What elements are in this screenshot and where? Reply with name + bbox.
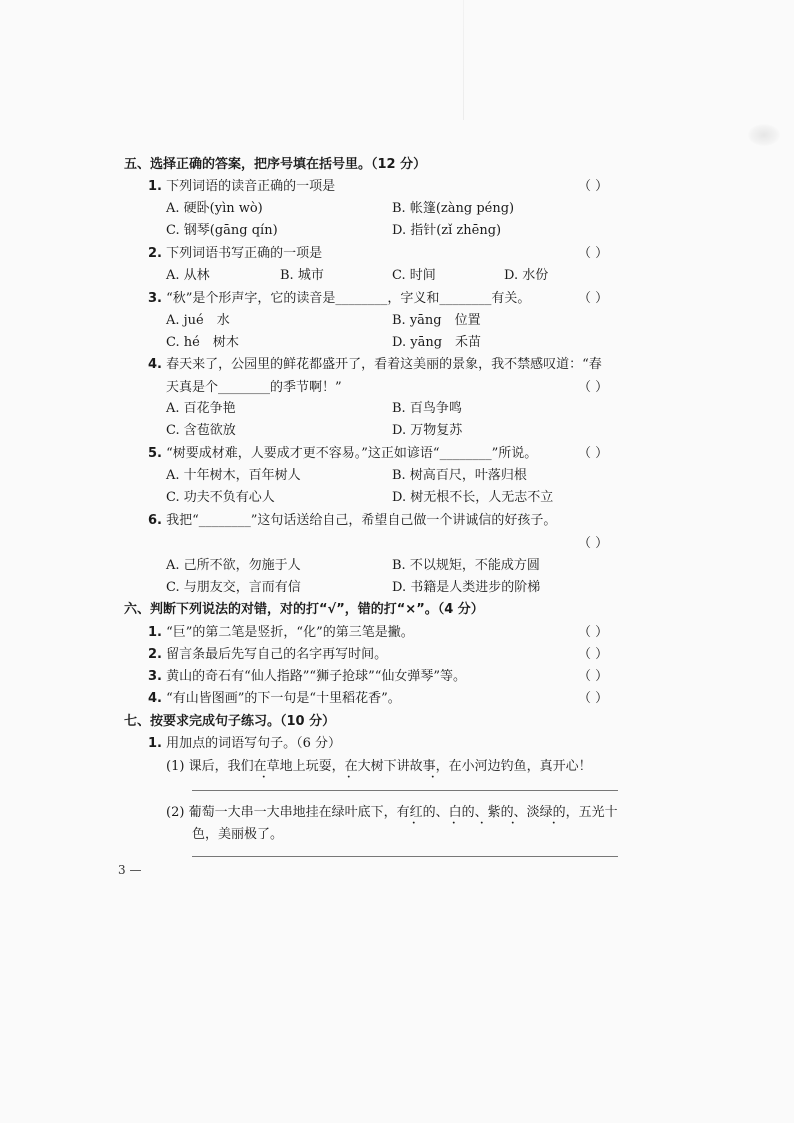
q7-1-number: 1. (148, 736, 162, 751)
judge-item (148, 646, 387, 664)
judge-item-2-paren[interactable]: （ ） (578, 647, 609, 662)
q5-1-option-b: B. 帐篷(zàng péng) (392, 201, 515, 216)
q5-4-option-a: A. 百花争艳 (166, 401, 236, 416)
q5-5 (148, 445, 537, 463)
q5-2-option-b: B. 城市 (280, 268, 324, 283)
q5-2-option-c: C. 时间 (392, 268, 436, 283)
q5-1-option-a: A. 硬卧(yìn wò) (166, 201, 263, 216)
q5-3-option-c: C. hé 树木 (166, 335, 239, 350)
sentence-text-line1: 葡萄一大串一大串地挂在绿叶底下，有红的、白的、紫的、淡绿的，五光十 (188, 805, 618, 820)
sentence-label: (2) (166, 805, 185, 820)
q5-6-text: 我把“________”这句话送给自己，希望自己做一个讲诚信的好孩子。 (166, 513, 557, 528)
q5-5-option-c: C. 功夫不负有心人 (166, 490, 275, 505)
scan-artifact-line (463, 0, 464, 120)
q5-4-text-line2: 天真是个________的季节啊！” (166, 380, 342, 395)
scan-smudge (748, 124, 780, 146)
q5-3-answer-paren[interactable]: （ ） (578, 291, 609, 306)
q5-6-answer-paren[interactable]: （ ） (578, 536, 609, 551)
judge-item (148, 690, 401, 708)
judge-item-4-paren[interactable]: （ ） (578, 691, 609, 706)
q5-6-option-b: B. 不以规矩，不能成方圆 (392, 558, 540, 573)
q5-5-option-a: A. 十年树木，百年树人 (166, 468, 301, 483)
q5-6 (148, 512, 556, 530)
answer-line-2[interactable] (192, 856, 618, 857)
q5-1-option-c: C. 钢琴(gāng qín) (166, 223, 278, 238)
judge-item-text: “巨”的第二笔是竖折，“化”的第三笔是撇。 (166, 625, 414, 640)
q5-2-text: 下列词语书写正确的一项是 (166, 246, 323, 261)
q5-4-option-c: C. 含苞欲放 (166, 423, 236, 438)
q5-3-number: 3. (148, 291, 162, 306)
q5-1-text: 下列词语的读音正确的一项是 (166, 179, 336, 194)
q5-6-option-a: A. 己所不欲，勿施于人 (166, 558, 301, 573)
judge-item-number: 4. (148, 691, 162, 706)
page-number: 3 — (118, 863, 142, 877)
q5-4-number: 4. (148, 357, 162, 372)
q5-5-option-b: B. 树高百尺，叶落归根 (392, 468, 527, 483)
judge-item-3-paren[interactable]: （ ） (578, 669, 609, 684)
q5-4-option-b: B. 百鸟争鸣 (392, 401, 462, 416)
q5-6-number: 6. (148, 513, 162, 528)
q5-5-answer-paren[interactable]: （ ） (578, 446, 609, 461)
sentence-text: 课后，我们在草地上玩耍，在大树下讲故事，在小河边钓鱼，真开心！ (188, 759, 592, 774)
q5-5-number: 5. (148, 446, 162, 461)
section-5-heading: 五、选择正确的答案，把序号填在括号里。（12 分） (124, 157, 427, 172)
sentence-label: (1) (166, 759, 185, 774)
answer-line-1[interactable] (192, 790, 618, 791)
q5-1 (148, 178, 335, 196)
q5-4-option-d: D. 万物复苏 (392, 423, 463, 438)
judge-item (148, 668, 466, 686)
q5-5-text: “树要成材难，人要成才更不容易。”这正如谚语“________”所说。 (166, 446, 538, 461)
q5-4 (148, 356, 602, 374)
q7-1-text: 用加点的词语写句子。（6 分） (166, 736, 342, 751)
q5-2 (148, 245, 322, 263)
q5-3-option-a: A. jué 水 (166, 313, 230, 328)
exam-page: 五、选择正确的答案，把序号填在括号里。（12 分） 1. 下列词语的读音正确的一项是 （ ） A. 硬卧(yìn wò) B. 帐篷(zàng péng) C. 钢琴(gāng qín) D. 指针(zǐ zhēng) 2. 下列词语书写正确的一项是 （ ） A. 从林 B. 城市 C. 时间 D. 水份 3. “秋”是个形声字，它的读音是________，字义和________有关。 （ ） A. jué 水 B. yāng 位置 C. hé 树木 D. yāng 禾苗 4. 春天来了，公园里的鲜花都盛开了，看着这美丽的景象，我不禁感叹道：“春 天真是个________的季节啊！” （ ） A. 百花争艳 B. 百鸟争鸣 C. 含苞欲放 D. 万物复苏 5. “树要成材难，人要成才更不容易。”这正如谚语“________”所说。 （ ） A. 十年树木，百年树人 B. 树高百尺，叶落归根 C. 功夫不负有心人 D. 树无根不长，人无志不立 6. 我把“________”这句话送给自己，希望自己做一个讲诚信的好孩子。 （ ） A. 己所不欲，勿施于人 B. 不以规矩，不能成方圆 C. 与朋友交，言而有信 D. 书籍是人类进步的阶梯 六、判断下列说法的对错，对的打“√”，错的打“×”。（4 分） 1. “巨”的第二笔是竖折，“化”的第三笔是撇。 （ ） 2. 留言条最后先写自己的名字再写时间。 （ ） 3. 黄山的奇石有“仙人指路”“狮子抢球”“仙女弹琴”等。 （ ） 4. “有山皆图画”的下一句是“十里稻花香”。 （ ） 七、按要求完成句子练习。（10 分） 1. 用加点的词语写句子。（6 分） (1) 课后，我们在草地上玩耍，在大树下讲故事，在小河边钓鱼，真开心！ (2) 葡萄一大串一大串地挂在绿叶底下，有红的、白的、紫的、淡绿的，五光十 色，美丽极了。 · · · · · · · · 3 — (0, 0, 794, 1123)
q5-6-option-c: C. 与朋友交，言而有信 (166, 580, 301, 595)
q5-2-option-d: D. 水份 (504, 268, 549, 283)
judge-item-text: “有山皆图画”的下一句是“十里稻花香”。 (166, 691, 401, 706)
judge-item-number: 2. (148, 647, 162, 662)
judge-item-text: 黄山的奇石有“仙人指路”“狮子抢球”“仙女弹琴”等。 (166, 669, 467, 684)
sentence-text-line2: 色，美丽极了。 (192, 827, 284, 842)
judge-item (148, 624, 414, 642)
q5-3 (148, 290, 530, 308)
q5-2-option-a: A. 从林 (166, 268, 210, 283)
q5-3-text: “秋”是个形声字，它的读音是________，字义和________有关。 (166, 291, 531, 306)
q5-3-option-b: B. yāng 位置 (392, 313, 481, 328)
q5-4-answer-paren[interactable]: （ ） (578, 380, 609, 395)
q5-2-number: 2. (148, 246, 162, 261)
q5-6-option-d: D. 书籍是人类进步的阶梯 (392, 580, 541, 595)
q7-1-sentence-2 (166, 804, 618, 822)
q5-1-number: 1. (148, 179, 162, 194)
q5-2-answer-paren[interactable]: （ ） (578, 246, 609, 261)
q5-5-option-d: D. 树无根不长，人无志不立 (392, 490, 554, 505)
q7-1 (148, 735, 341, 753)
q5-3-option-d: D. yāng 禾苗 (392, 335, 482, 350)
q5-1-answer-paren[interactable]: （ ） (578, 179, 609, 194)
q5-1-option-d: D. 指针(zǐ zhēng) (392, 223, 502, 238)
judge-item-number: 3. (148, 669, 162, 684)
section-7-heading: 七、按要求完成句子练习。（10 分） (124, 714, 336, 729)
judge-item-text: 留言条最后先写自己的名字再写时间。 (166, 647, 388, 662)
q5-4-text-line1: 春天来了，公园里的鲜花都盛开了，看着这美丽的景象，我不禁感叹道：“春 (166, 357, 602, 372)
judge-item-1-paren[interactable]: （ ） (578, 625, 609, 640)
section-6-heading: 六、判断下列说法的对错，对的打“√”，错的打“×”。（4 分） (124, 602, 484, 617)
q7-1-sentence-1 (166, 758, 592, 776)
judge-item-number: 1. (148, 625, 162, 640)
